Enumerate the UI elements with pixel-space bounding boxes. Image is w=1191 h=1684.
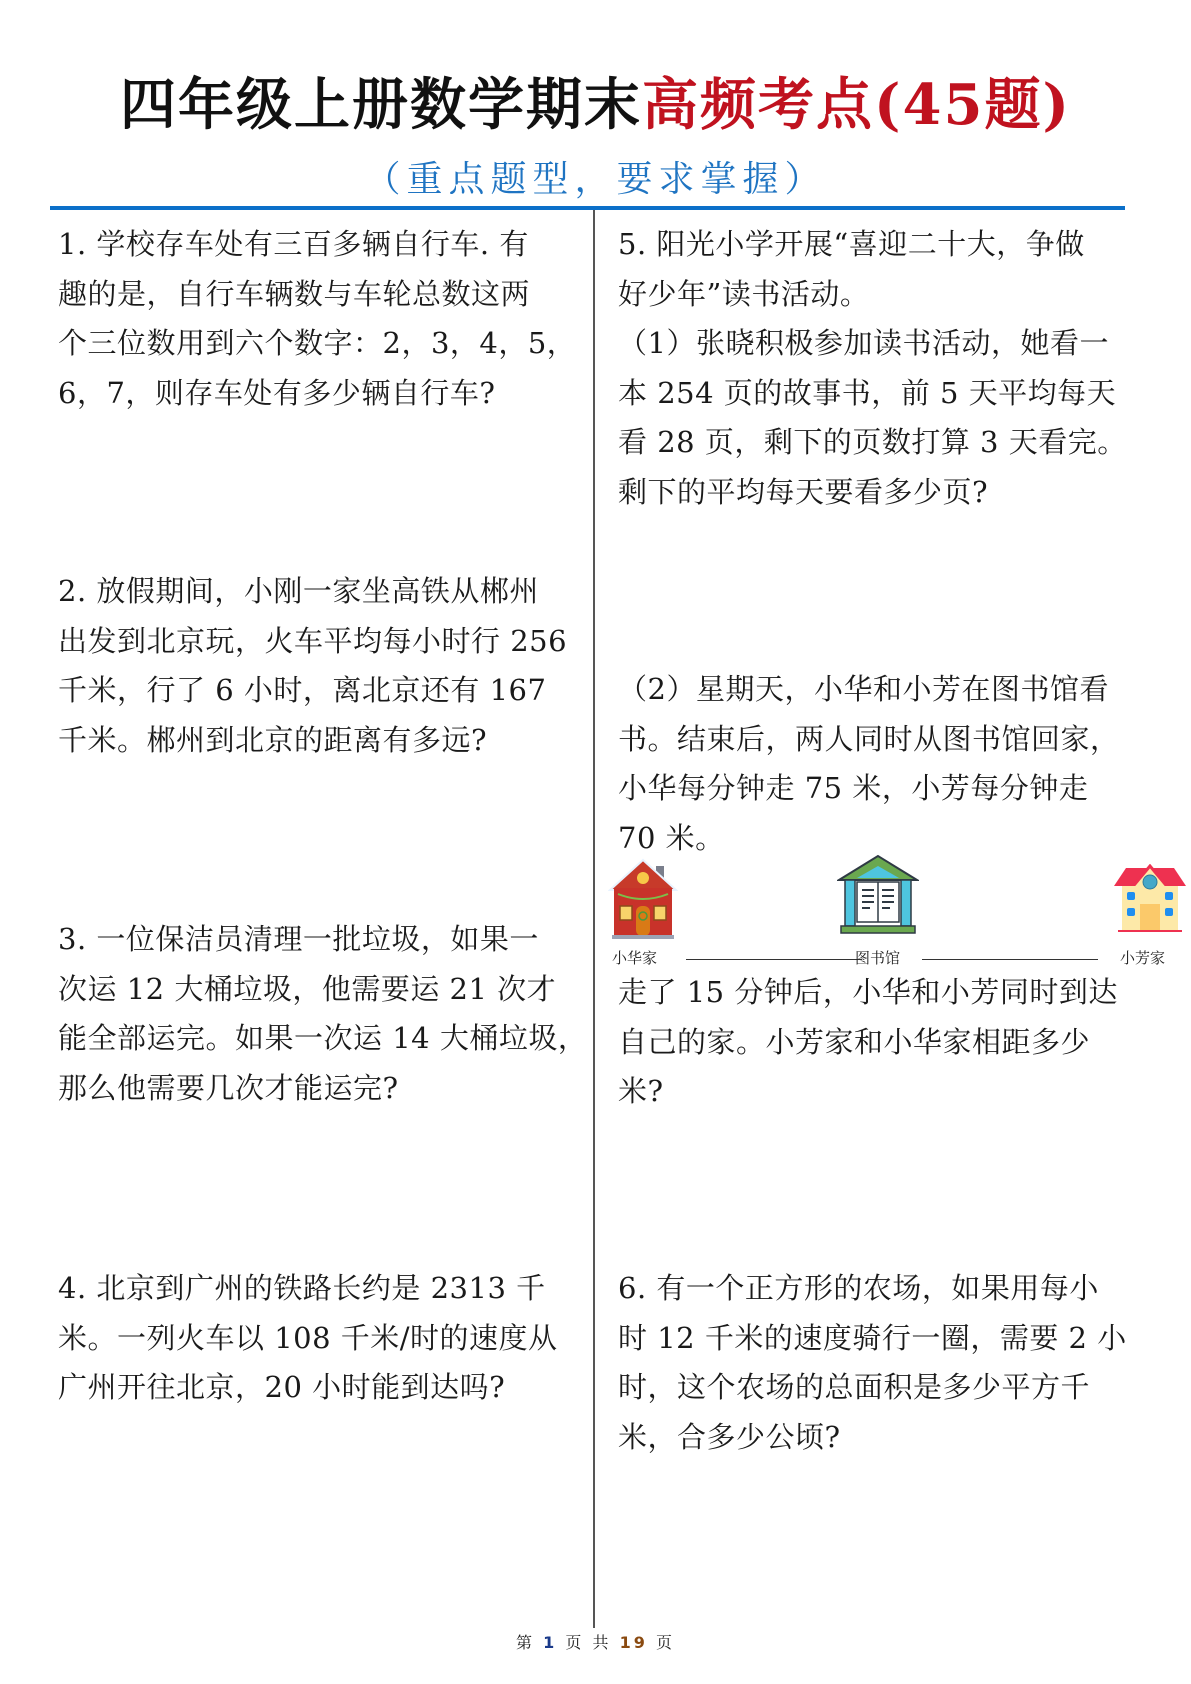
yellow-house-icon: [1112, 864, 1188, 936]
question-line: 70 米。: [618, 820, 725, 855]
xiaohua-home-label: 小华家: [612, 949, 658, 967]
question-line: 3. 一位保洁员清理一批垃圾，如果一: [58, 922, 539, 956]
current-page-number: 1: [543, 1633, 558, 1652]
question-line: 那么他需要几次才能运完?: [58, 1070, 399, 1105]
question-6: [618, 1264, 1158, 1462]
page-title: [0, 70, 1191, 140]
question-line: 走了 15 分钟后，小华和小芳同时到达: [618, 975, 1118, 1009]
question-line: 看 28 页，剩下的页数打算 3 天看完。: [618, 425, 1127, 459]
question-line: 自己的家。小芳家和小华家相距多少: [618, 1024, 1091, 1059]
footer-suffix: 页: [655, 1633, 675, 1652]
question-line: 好少年”读书活动。: [618, 276, 870, 311]
question-line: 个三位数用到六个数字：2，3，4，5，: [58, 326, 577, 360]
question-line: 5. 阳光小学开展“喜迎二十大，争做: [618, 227, 1085, 261]
header-rule: [50, 206, 1125, 210]
question-line: 千米，行了 6 小时，离北京还有 167: [58, 673, 547, 707]
question-line: （1）张晓积极参加读书活动，她看一: [618, 326, 1109, 360]
question-line: 书。结束后，两人同时从图书馆回家，: [618, 721, 1120, 756]
xiaofang-home-label: 小芳家: [1120, 949, 1166, 967]
question-line: 米?: [618, 1074, 664, 1108]
question-4: [58, 1264, 588, 1413]
title-highlight: 高频考点(45题): [642, 72, 1071, 138]
question-line: 小华每分钟走 75 米，小芳每分钟走: [618, 771, 1089, 805]
question-5-part-1: [618, 319, 1158, 517]
question-2: [58, 567, 588, 765]
question-1: [58, 220, 588, 418]
question-line: 广州开往北京，20 小时能到达吗?: [58, 1370, 506, 1404]
question-line: 米，合多少公顷?: [618, 1419, 841, 1454]
question-line: 6. 有一个正方形的农场，如果用每小: [618, 1271, 1099, 1305]
question-line: 4. 北京到广州的铁路长约是 2313 千: [58, 1271, 546, 1305]
road-line-right: [922, 959, 1098, 960]
library-label: 图书馆: [855, 949, 901, 967]
library-icon: [837, 854, 919, 936]
total-page-count: 19: [619, 1633, 648, 1652]
question-line: 趣的是，自行车辆数与车轮总数这两: [58, 276, 531, 311]
question-line: 本 254 页的故事书，前 5 天平均每天: [618, 375, 1117, 410]
question-line: 千米。郴州到北京的距离有多远?: [58, 722, 488, 757]
question-line: 米。一列火车以 108 千米/时的速度从: [58, 1320, 558, 1355]
question-3: [58, 915, 588, 1113]
question-line: （2）星期天，小华和小芳在图书馆看: [618, 672, 1109, 706]
road-line-left: [686, 959, 862, 960]
route-diagram: [600, 858, 1191, 978]
question-line: 时 12 千米的速度骑行一圈，需要 2 小: [618, 1320, 1127, 1355]
question-5-part-2: [618, 665, 1158, 863]
page-footer: [0, 1630, 1191, 1653]
red-house-icon: [608, 858, 678, 943]
question-line: 时，这个农场的总面积是多少平方千: [618, 1370, 1091, 1404]
question-line: 能全部运完。如果一次运 14 大桶垃圾，: [58, 1021, 588, 1055]
question-line: 次运 12 大桶垃圾，他需要运 21 次才: [58, 971, 557, 1006]
title-main: 四年级上册数学期末: [120, 72, 643, 138]
footer-mid: 页 共: [565, 1633, 612, 1652]
question-line: 1. 学校存车处有三百多辆自行车. 有: [58, 227, 529, 261]
question-line: 剩下的平均每天要看多少页?: [618, 474, 989, 509]
question-line: 2. 放假期间，小刚一家坐高铁从郴州: [58, 574, 539, 608]
column-divider: [593, 210, 595, 1628]
question-5-part-2-continued: [618, 968, 1158, 1117]
question-5-intro: [618, 220, 1158, 319]
footer-prefix: 第: [516, 1633, 536, 1652]
question-line: 出发到北京玩，火车平均每小时行 256: [58, 623, 568, 658]
question-line: 6，7，则存车处有多少辆自行车?: [58, 375, 496, 410]
page-subtitle: （重点题型，要求掌握）: [364, 159, 827, 200]
